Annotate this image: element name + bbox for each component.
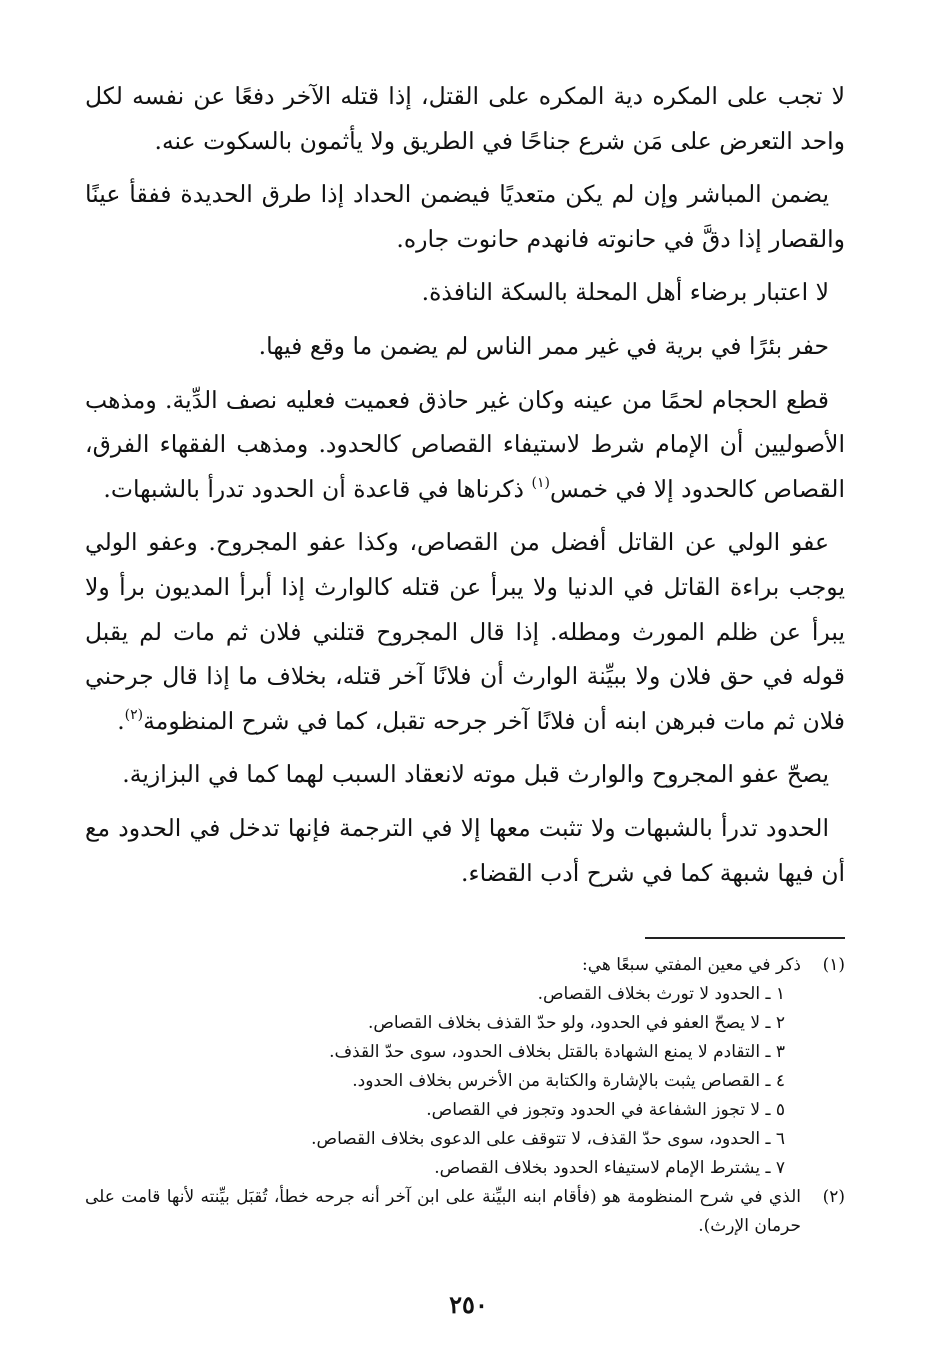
footnote-1-list <box>85 980 801 1183</box>
footnote-number: (١) <box>822 955 845 976</box>
paragraph-7: يصحّ عفو المجروح والوارث قبل موته لانعقاد السبب لهما كما في البزازية. <box>122 760 829 789</box>
list-item: ٧ ـ يشترط الإمام لاستيفاء الحدود بخلاف القصاص. <box>434 1158 785 1179</box>
list-item: ٤ ـ القصاص يثبت بالإشارة والكتابة من الأخرس بخلاف الحدود. <box>352 1071 785 1092</box>
list-item: ٢ ـ لا يصحّ العفو في الحدود، ولو حدّ القذف بخلاف القصاص. <box>367 1013 785 1034</box>
list-item: ٦ ـ الحدود، سوى حدّ القذف، لا تتوقف على الدعوى بخلاف القصاص. <box>311 1129 785 1150</box>
paragraph-3: لا اعتبار برضاء أهل المحلة بالسكة النافذة. <box>421 278 829 307</box>
list-item: ٥ ـ لا تجوز الشفاعة في الحدود وتجوز في القصاص. <box>426 1100 785 1121</box>
paragraph-6 <box>85 520 845 743</box>
footnote-1-intro: ذكر في معين المفتي سبعًا هي: <box>582 955 801 976</box>
footnote-2 <box>85 1183 845 1241</box>
footnotes <box>85 951 845 1241</box>
footnote-separator <box>645 937 845 939</box>
paragraph-6-end: . <box>117 706 125 735</box>
footnote-2-text: الذي في شرح المنظومة هو (فأقام ابنه البيِّنة على ابن آخر أنه جرحه خطأ، تُقبَل بيِّنته لأنها قامت على حرمان الإرث). <box>85 1187 801 1237</box>
footnote-number: (٢) <box>822 1187 845 1208</box>
page-body <box>85 74 845 1241</box>
page-number: ٢٥٠ <box>449 1290 488 1319</box>
paragraph-4: حفر بئرًا في برية في غير ممر الناس لم يضمن ما وقع فيها. <box>258 331 829 360</box>
paragraph-5-cont-after: ذكرناها في قاعدة أن الحدود تدرأ بالشبهات. <box>103 474 532 503</box>
list-item: ١ ـ الحدود لا تورث بخلاف القصاص. <box>537 984 785 1005</box>
footnote-ref-2[interactable]: (٢) <box>124 706 144 723</box>
paragraph-5 <box>85 378 845 512</box>
paragraph-5-cont-before: ومذهب الأصوليين أن الإمام شرط لاستيفاء القصاص كالحدود. ومذهب الفقهاء الفرق، القصاص كالحدود إلا في خمس <box>85 385 845 503</box>
list-item: ٣ ـ التقادم لا يمنع الشهادة بالقتل بخلاف الحدود، سوى حدّ القذف. <box>329 1042 785 1063</box>
paragraph-1: لا تجب على المكره دية المكره على القتل، إذا قتله الآخر دفعًا عن نفسه لكل واحد التعرض على مَن شرع جناحًا في الطريق ولا يأثمون بالسكوت عنه. <box>85 82 845 155</box>
footnote-ref-1[interactable]: (١) <box>531 474 550 491</box>
footnote-1 <box>85 951 845 1183</box>
paragraph-5-text: قطع الحجام لحمًا من عينه وكان غير حاذق فعميت فعليه نصف الدِّية. <box>165 385 829 414</box>
paragraph-6-text: عفو الولي عن القاتل أفضل من القصاص، وكذا عفو المجروح. وعفو الولي يوجب براءة القاتل في الدنيا ولا يبرأ عن قتله كالوارث إذا أبرأ المديون برأ ولا يبرأ عن ظلم المورث ومطله. إذا قال المجروح قتلني فلان ثم مات لم يقبل قوله في حق فلان ولا ببيِّنة الوارث أن فلانًا آخر قتله، بخلاف ما إذا قال جرحني فلان ثم مات فبرهن ابنه أن فلانًا آخر جرحه تقبل، كما في شرح المنظومة <box>85 528 845 735</box>
paragraph-8: الحدود تدرأ بالشبهات ولا تثبت معها إلا في الترجمة فإنها تدخل في الحدود مع أن فيها شبهة كما في شرح أدب القضاء. <box>85 813 845 887</box>
paragraph-2: يضمن المباشر وإن لم يكن متعديًا فيضمن الحداد إذا طرق الحديدة ففقأ عينًا والقصار إذا دقَّ في حانوته فانهدم حانوت جاره. <box>85 180 845 253</box>
